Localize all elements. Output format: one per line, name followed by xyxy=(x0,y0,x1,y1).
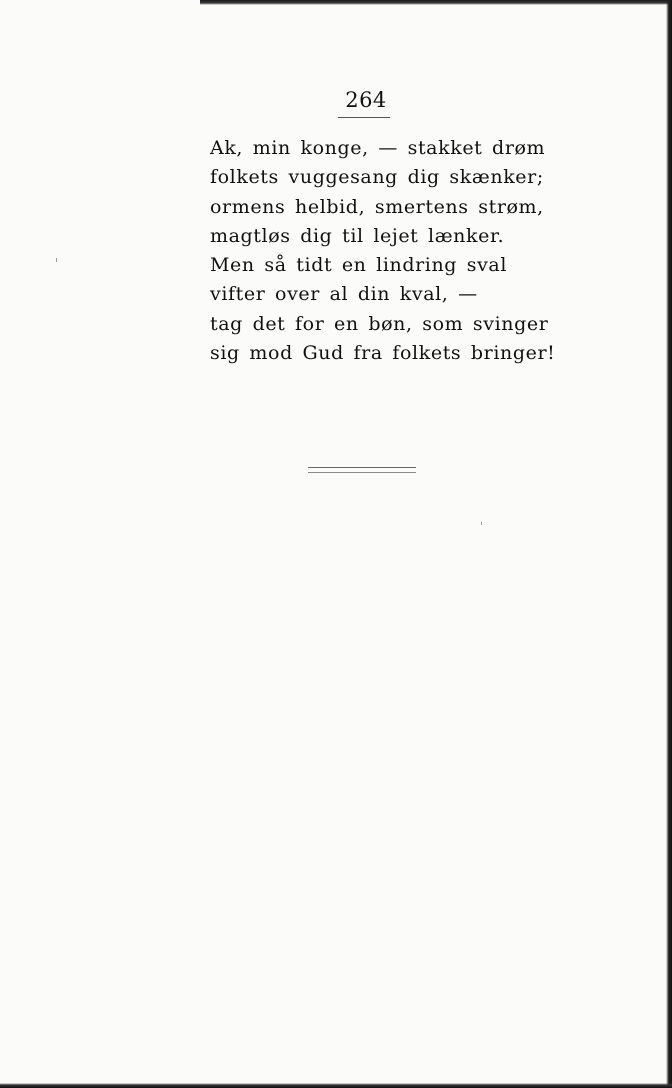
scan-edge-top xyxy=(200,0,672,5)
poem-line: ormens helbid, smertens strøm, xyxy=(210,195,544,218)
poem-line: Ak, min konge, — stakket drøm xyxy=(210,137,546,159)
poem-line: vifter over al din kval, — xyxy=(210,283,478,306)
page-number-rule xyxy=(338,117,390,118)
poem-line: Men så tidt en lindring sval xyxy=(210,254,508,277)
page-number: 264 xyxy=(345,88,387,112)
poem-line: magtløs dig til lejet lænker. xyxy=(210,224,505,247)
poem-line: tag det for en bøn, som svinger xyxy=(210,312,549,335)
end-ornament-rule xyxy=(308,472,416,473)
scan-speck xyxy=(481,522,482,525)
poem-line: folkets vuggesang dig skænker; xyxy=(210,166,544,189)
scan-speck xyxy=(56,258,57,262)
scan-edge-bottom xyxy=(0,1083,672,1088)
poem-stanza xyxy=(210,134,556,368)
poem-line: sig mod Gud fra folkets bringer! xyxy=(210,342,556,365)
end-ornament-rule xyxy=(308,467,416,468)
scan-edge-right xyxy=(666,0,672,1088)
